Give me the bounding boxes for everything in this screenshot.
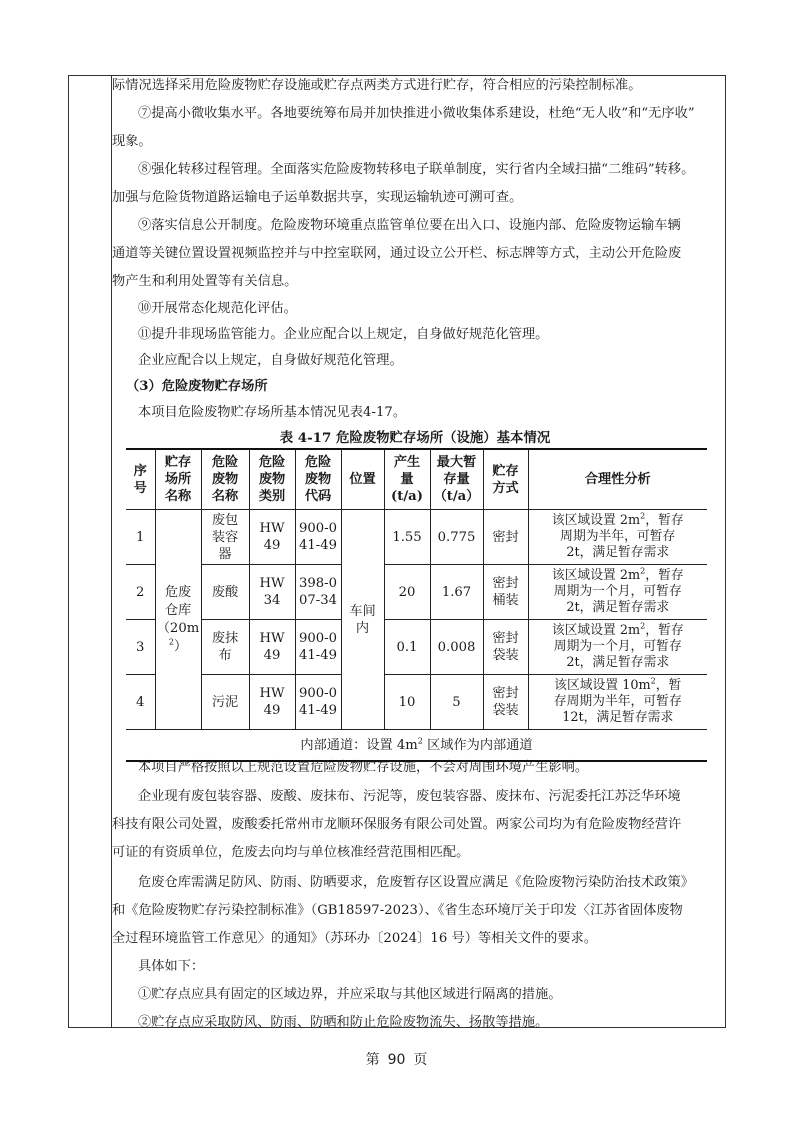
cell-serial-number: 1 bbox=[126, 510, 155, 565]
cell-waste-name: 废包 装容 器 bbox=[201, 510, 249, 565]
cell-storage-method: 密封 桶装 bbox=[483, 565, 528, 620]
paragraph-line: 和《危险废物贮存污染控制标准》（GB18597-2023）、《省生态环境厅关于印发〈江苏省固体废物 bbox=[112, 903, 683, 918]
cell-waste-name: 污泥 bbox=[201, 675, 249, 730]
table-caption: 表 4-17 危险废物贮存场所（设施）基本情况 bbox=[279, 430, 551, 446]
cell-generation-amount: 20 bbox=[384, 565, 430, 620]
cell-rationality-analysis: 该区域设置 $10m^2$，暂 存周期为半年，可暂存 12t，满足暂存需求 bbox=[528, 675, 707, 730]
column-header: 危险 废物 类别 bbox=[249, 449, 295, 510]
paragraph-line: ②贮存点应采取防风、防雨、防晒和防止危险废物流失、扬散等措施。 bbox=[138, 1015, 549, 1030]
column-header: 危险 废物 代码 bbox=[295, 449, 341, 510]
cell-waste-code: 900-0 41-49 bbox=[295, 675, 341, 730]
cell-max-storage: 5 bbox=[430, 675, 483, 730]
page-content bbox=[112, 72, 718, 448]
paragraph-line: 际情况选择采用危险废物贮存设施或贮存点两类方式进行贮存，符合相应的污染控制标准。 bbox=[112, 78, 642, 93]
table-row bbox=[126, 565, 707, 620]
paragraph-item-8: ⑧强化转移过程管理。全面落实危险废物转移电子联单制度，实行省内全域扫描“二维码”转移。 bbox=[138, 162, 695, 177]
cell-max-storage: 0.008 bbox=[430, 620, 483, 675]
cell-max-storage: 0.775 bbox=[430, 510, 483, 565]
paragraph-line: 企业现有废包装容器、废酸、废抹布、污泥等，废包装容器、废抹布、污泥委托江苏泛华环境 bbox=[138, 789, 681, 804]
page-number-suffix: 页 bbox=[413, 1052, 428, 1068]
cell-waste-category: HW 49 bbox=[249, 675, 295, 730]
page-number bbox=[0, 1049, 793, 1069]
paragraph-line: 本项目严格按照以上规范设置危险废物贮存设施，不会对周围环境产生影响。 bbox=[138, 760, 589, 775]
paragraph-line: 可证的有资质单位，危废去向均与单位核准经营范围相匹配。 bbox=[112, 845, 470, 860]
column-header: 合理性分析 bbox=[528, 449, 707, 510]
paragraph-line: 具体如下： bbox=[138, 959, 205, 974]
paragraph-item-9: ⑨落实信息公开制度。危险废物环境重点监管单位要在出入口、设施内部、危险废物运输车辆 bbox=[138, 218, 681, 233]
cell-rationality-analysis: 该区域设置 $2m^2$，暂存 周期为一个月，可暂存 2t，满足暂存需求 bbox=[528, 565, 707, 620]
cell-waste-category: HW 49 bbox=[249, 510, 295, 565]
cell-max-storage: 1.67 bbox=[430, 565, 483, 620]
cell-storage-method: 密封 袋装 bbox=[483, 675, 528, 730]
cell-rationality-analysis: 该区域设置 $2m^2$，暂存 周期为一个月，可暂存 2t，满足暂存需求 bbox=[528, 620, 707, 675]
cell-generation-amount: 10 bbox=[384, 675, 430, 730]
cell-waste-code: 398-0 07-34 bbox=[295, 565, 341, 620]
paragraph-item-11: ⑪提升非现场监管能力。企业应配合以上规定，自身做好规范化管理。 bbox=[138, 327, 549, 342]
cell-serial-number: 3 bbox=[126, 620, 155, 675]
column-header: 产生 量 (t/a) bbox=[384, 449, 430, 510]
paragraph-item-10: ⑩开展常态化规范化评估。 bbox=[138, 301, 297, 316]
page-number-prefix: 第 bbox=[365, 1052, 380, 1068]
cell-serial-number: 2 bbox=[126, 565, 155, 620]
cell-location: 车间 内 bbox=[341, 510, 384, 730]
paragraph-line: 加强与危险货物道路运输电子运单数据共享，实现运输轨迹可溯可查。 bbox=[112, 190, 523, 205]
cell-generation-amount: 0.1 bbox=[384, 620, 430, 675]
paragraph-item-7: ⑦提高小微收集水平。各地要统筹布局并加快推进小微收集体系建设，杜绝“无人收”和“无序收” bbox=[138, 106, 695, 121]
page-content-bottom bbox=[112, 755, 718, 1037]
cell-serial-number: 4 bbox=[126, 675, 155, 730]
cell-waste-name: 废酸 bbox=[201, 565, 249, 620]
section-heading: （3）危险废物贮存场所 bbox=[126, 379, 268, 394]
cell-rationality-analysis: 该区域设置 $2m^2$，暂存 周期为半年，可暂存 2t，满足暂存需求 bbox=[528, 510, 707, 565]
column-header: 最大暂 存量 （t/a） bbox=[430, 449, 483, 510]
paragraph-line: 科技有限公司处置，废酸委托常州市龙顺环保服务有限公司处置。两家公司均为有危险废物经营许 bbox=[112, 817, 682, 832]
cell-waste-category: HW 34 bbox=[249, 565, 295, 620]
cell-storage-method: 密封 袋装 bbox=[483, 620, 528, 675]
paragraph-line: 危废仓库需满足防风、防雨、防晒要求，危废暂存区设置应满足《危险废物污染防治技术政策》 bbox=[138, 875, 694, 890]
paragraph-line: 企业应配合以上规定，自身做好规范化管理。 bbox=[138, 353, 403, 368]
paragraph-line: 通道等关键位置设置视频监控并与中控室联网，通过设立公开栏、标志牌等方式，主动公开危险废 bbox=[112, 246, 682, 261]
paragraph-line: ①贮存点应具有固定的区域边界，并应采取与其他区域进行隔离的措施。 bbox=[138, 987, 562, 1002]
table-row bbox=[126, 510, 707, 565]
column-header: 贮存 方式 bbox=[483, 449, 528, 510]
column-header: 位置 bbox=[341, 449, 384, 510]
cell-waste-code: 900-0 41-49 bbox=[295, 620, 341, 675]
cell-waste-name: 废抹 布 bbox=[201, 620, 249, 675]
cell-generation-amount: 1.55 bbox=[384, 510, 430, 565]
cell-waste-category: HW 49 bbox=[249, 620, 295, 675]
column-header: 序 号 bbox=[126, 449, 155, 510]
table-intro: 本项目危险废物贮存场所基本情况见表4-17。 bbox=[138, 405, 407, 420]
paragraph-line: 现象。 bbox=[112, 134, 152, 149]
table-row bbox=[126, 675, 707, 730]
cell-storage-method: 密封 bbox=[483, 510, 528, 565]
cell-storage-site: 危废 仓库 （20m $^2$） bbox=[155, 510, 201, 730]
paragraph-line: 物产生和利用处置等有关信息。 bbox=[112, 274, 298, 289]
column-header: 危险 废物 名称 bbox=[201, 449, 249, 510]
page-number-value: 90 bbox=[387, 1052, 406, 1068]
column-header: 贮存 场所 名称 bbox=[155, 449, 201, 510]
paragraph-line: 全过程环境监管工作意见〉的通知》（苏环办〔2024〕16 号）等相关文件的要求。 bbox=[112, 931, 598, 946]
table-row bbox=[126, 620, 707, 675]
cell-waste-code: 900-0 41-49 bbox=[295, 510, 341, 565]
hazardous-waste-storage-table bbox=[126, 448, 707, 762]
internal-aisle-note: 内部通道：设置 $4m^2$ 区域作为内部通道 bbox=[126, 730, 707, 762]
table-header-row bbox=[126, 449, 707, 510]
